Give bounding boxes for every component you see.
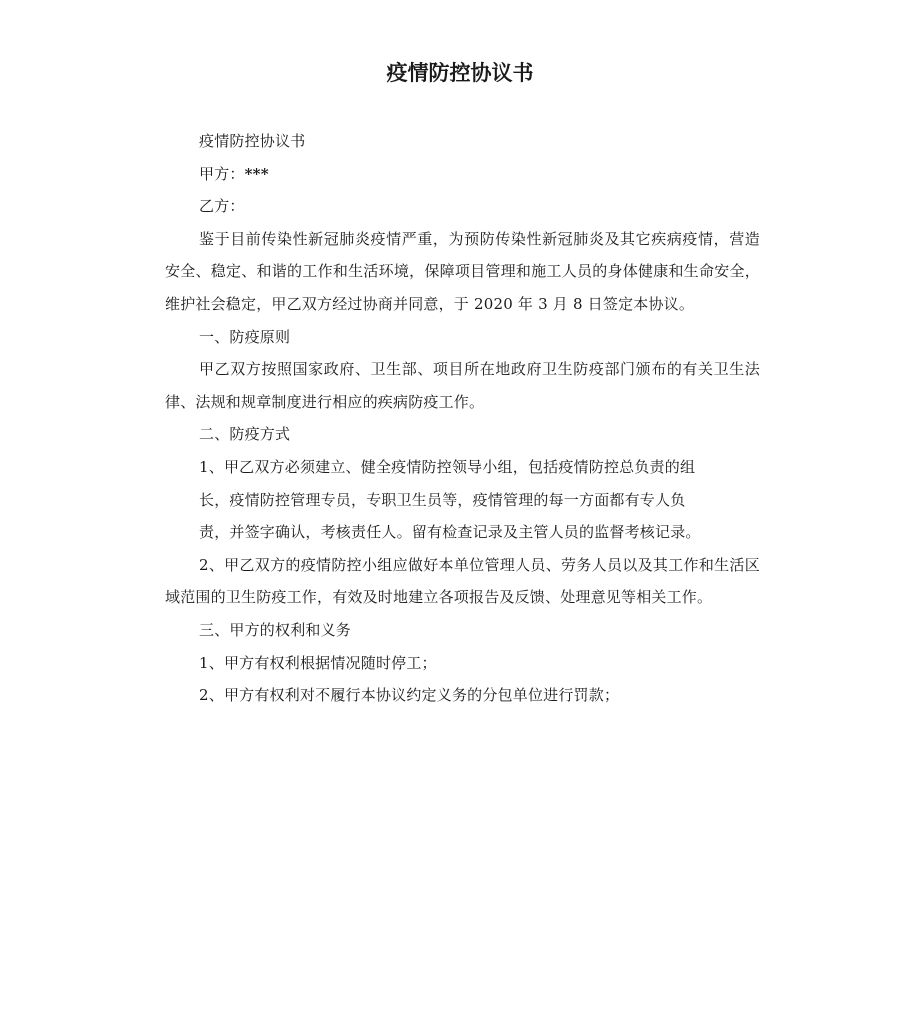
party-a-line bbox=[165, 158, 760, 191]
section3-item1: 1、甲方有权利根据情况随时停工； bbox=[199, 653, 437, 672]
section3-item2: 2、甲方有权利对不履行本协议约定义务的分包单位进行罚款； bbox=[199, 686, 620, 705]
section2-item2: 2、甲乙双方的疫情防控小组应做好本单位管理人员、劳务人员以及其工作和生活区域范围的卫生防疫工作，有效及时地建立各项报告及反馈、处理意见等相关工作。 bbox=[165, 555, 760, 607]
party-a-value: *** bbox=[244, 164, 269, 183]
document-subtitle: 疫情防控协议书 bbox=[199, 132, 306, 150]
section1-heading: 一、防疫原则 bbox=[199, 327, 291, 346]
document-title: 疫情防控协议书 bbox=[386, 61, 534, 85]
section2-item1-line: 长，疫情防控管理专员，专职卫生员等，疫情管理的每一方面都有专人负 bbox=[199, 490, 686, 509]
section2-heading: 二、防疫方式 bbox=[199, 425, 291, 444]
document-body bbox=[165, 125, 760, 712]
section2-item1 bbox=[165, 451, 760, 549]
party-a-label: 甲方： bbox=[199, 164, 245, 183]
section1-paragraph: 甲乙双方按照国家政府、卫生部、项目所在地政府卫生防疫部门颁布的有关卫生法律、法规和规章制度进行相应的疾病防疫工作。 bbox=[165, 360, 760, 411]
party-b-line: 乙方： bbox=[199, 197, 245, 216]
section3-heading: 三、甲方的权利和义务 bbox=[199, 620, 352, 639]
intro-paragraph: 鉴于目前传染性新冠肺炎疫情严重，为预防传染性新冠肺炎及其它疾病疫情，营造安全、稳定、和谐的工作和生活环境，保障项目管理和施工人员的身体健康和生命安全，维护社会稳定，甲乙双方经过协商并同意，于 2020 年 3 月 8 日签定本协议。 bbox=[165, 229, 760, 313]
section2-item1-line: 责，并签字确认，考核责任人。留有检查记录及主管人员的监督考核记录。 bbox=[199, 523, 701, 542]
section2-item1-line: 1、甲乙双方必须建立、健全疫情防控领导小组，包括疫情防控总负责的组 bbox=[199, 457, 696, 476]
